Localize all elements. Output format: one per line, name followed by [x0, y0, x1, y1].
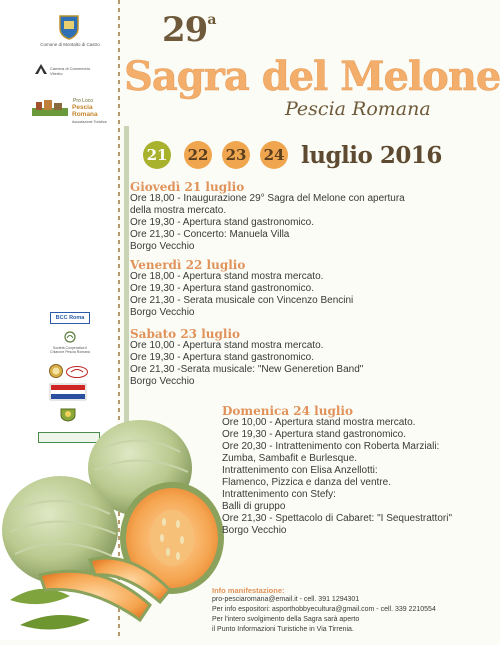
schedule-line: Zumba, Sambafit e Burlesque.	[222, 453, 358, 464]
schedule-line: Borgo Vecchio	[130, 307, 195, 318]
proloco-label: Pro Loco	[73, 98, 94, 104]
schedule-line: Borgo Vecchio	[130, 241, 195, 252]
bcc-logo: BCC Roma	[50, 312, 90, 324]
sponsor-seal-logo	[49, 364, 63, 378]
proloco-name: Pescia Romana	[72, 104, 98, 118]
schedule-line: Intrattenimento con Elisa Anzellotti:	[222, 465, 378, 476]
day-heading-1: Giovedì 21 luglio	[130, 180, 245, 194]
schedule-line: Ore 18,00 - Inaugurazione 29° Sagra del Melone con apertura	[130, 193, 405, 204]
day-heading-4: Domenica 24 luglio	[222, 404, 353, 418]
schedule-line: Intrattenimento con Stefy:	[222, 489, 336, 500]
date-circle-21: 21	[143, 141, 171, 169]
comune-name: Comune di Montalto di Castro	[40, 42, 100, 47]
schedule-line: Ore 19,30 - Apertura stand gastronomico.	[130, 283, 314, 294]
schedule-line: Ore 19,30 - Apertura stand gastronomico.	[130, 352, 314, 363]
schedule-line: Ore 19,30 - Apertura stand gastronomico.	[130, 217, 314, 228]
date-circle-24: 24	[260, 141, 288, 169]
schedule-line: Ore 21,30 - Serata musicale con Vincenzo Bencini	[130, 295, 354, 306]
schedule-line: Borgo Vecchio	[130, 376, 195, 387]
schedule-line: Balli di gruppo	[222, 501, 286, 512]
schedule-line: Ore 10,00 - Apertura stand mostra mercato.	[222, 417, 416, 428]
schedule-line: Borgo Vecchio	[222, 525, 287, 536]
schedule-line: Ore 21,30 -Serata musicale: "New Generetion Band"	[130, 364, 364, 375]
melon-illustration	[0, 410, 230, 640]
camera-commercio-name: Camera di Commercio Viterbo	[50, 66, 91, 76]
date-circle-22: 22	[184, 141, 212, 169]
day-heading-3: Sabato 23 luglio	[130, 327, 241, 341]
schedule-line: Ore 21,30 - Spettacolo di Cabaret: "I Sequestrattori"	[222, 513, 452, 524]
schedule-line: Ore 21,30 - Concerto: Manuela Villa	[130, 229, 290, 240]
chiarone-name: Società Cooperativa Il Chiarone Pescia Romana	[50, 346, 90, 354]
proloco-logo	[32, 98, 68, 116]
info-line: il Punto Informazioni Turistiche in Via Tirrenia.	[212, 626, 354, 633]
schedule-line: della mostra mercato.	[130, 205, 227, 216]
chiarone-logo	[64, 330, 76, 342]
sponsor-flag-logo	[50, 384, 86, 400]
info-heading: Info manifestazione:	[212, 586, 285, 595]
info-line: pro-pesciaromana@email.it - cell. 391 1294301	[212, 596, 360, 603]
info-line: Per info espositori: asporthobbyecultura@gmail.com - cell. 339 2210554	[212, 606, 436, 613]
schedule-line: Ore 18,00 - Apertura stand mostra mercato.	[130, 271, 324, 282]
edition-number: 29$^a$	[162, 10, 216, 50]
sponsor-oval-logo	[66, 365, 88, 377]
comune-logo	[58, 14, 80, 40]
camera-commercio-logo	[34, 62, 48, 76]
day-heading-2: Venerdì 22 luglio	[130, 258, 246, 272]
proloco-sub: Associazione Turistica	[72, 120, 107, 124]
schedule-line: Ore 10,00 - Apertura stand mostra mercato.	[130, 340, 324, 351]
info-line: Per l'intero svolgimento della Sagra sarà aperto	[212, 616, 360, 623]
date-circle-23: 23	[222, 141, 250, 169]
month-year: luglio 2016	[301, 142, 442, 169]
schedule-line: Ore 20,30 - Intrattenimento con Roberta Marziali:	[222, 441, 440, 452]
event-subtitle: Pescia Romana	[285, 98, 431, 120]
event-title: Sagra del Melone	[124, 53, 500, 100]
schedule-line: Ore 19,30 - Apertura stand gastronomico.	[222, 429, 406, 440]
schedule-line: Flamenco, Pizzica e danza del ventre.	[222, 477, 391, 488]
